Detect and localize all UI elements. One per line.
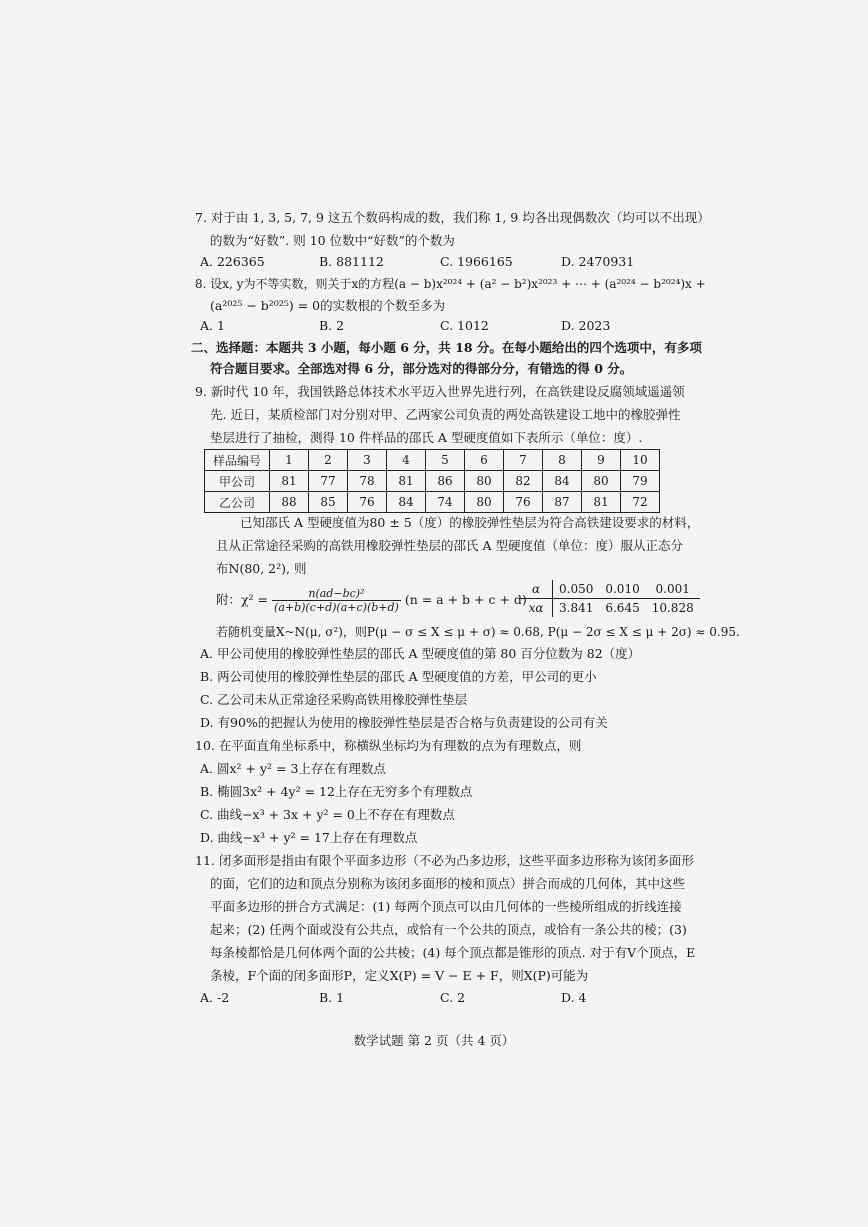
table-header-cell: 3 <box>348 450 387 471</box>
q8-option-b: B. 2 <box>319 318 345 333</box>
q9-normal-note: 若随机变量X~N(μ, σ²)，则P(μ − σ ≤ X ≤ μ + σ) ≈ 0.68, P(μ − 2σ ≤ X ≤ μ + 2σ) ≈ 0.95. <box>216 625 740 639</box>
table-header-cell: 9 <box>582 450 621 471</box>
table-header-cell: 6 <box>465 450 504 471</box>
table-cell: 甲公司 <box>205 471 270 492</box>
q11-option-a: A. -2 <box>200 990 230 1005</box>
table-cell: 74 <box>426 492 465 513</box>
formula-prefix: 附：χ² = <box>216 592 269 607</box>
page-footer: 数学试题 第 2 页（共 4 页） <box>353 1033 515 1048</box>
chi-square-formula <box>216 585 527 615</box>
q9-line2: 先. 近日，某质检部门对分别对甲、乙两家公司负责的两处高铁建设工地中的橡胶弹性 <box>210 407 681 422</box>
q8-option-c: C. 1012 <box>440 318 489 333</box>
q9-para3: 布N(80, 2²), 则 <box>216 561 307 576</box>
table-cell: 81 <box>270 471 309 492</box>
table-cell: 81 <box>582 492 621 513</box>
formula-fraction <box>272 587 401 614</box>
table-cell: 86 <box>426 471 465 492</box>
table-header-cell: 8 <box>543 450 582 471</box>
q11-option-d: D. 4 <box>561 990 587 1005</box>
q11-option-b: B. 1 <box>319 990 345 1005</box>
table-cell: 0.010 <box>599 580 645 599</box>
q7-option-d: D. 2470931 <box>561 254 635 269</box>
table-header-cell: 5 <box>426 450 465 471</box>
table-cell: 6.645 <box>605 601 640 615</box>
q11-line4: 起来；(2) 任两个面或没有公共点，或恰有一个公共的顶点，或恰有一条公共的棱；(3) <box>210 922 687 937</box>
q8-line1: 8. 设x, y为不等实数，则关于x的方程(a − b)x²⁰²⁴ + (a² − b²)x²⁰²³ + ⋯ + (a²⁰²⁴ − b²⁰²⁴)x + <box>195 277 706 291</box>
table-row <box>205 492 660 513</box>
q7-option-c: C. 1966165 <box>440 254 513 269</box>
table-cell: 72 <box>621 492 660 513</box>
table-cell: 78 <box>348 471 387 492</box>
table-cell: 82 <box>504 471 543 492</box>
table-cell: 84 <box>543 471 582 492</box>
table-cell: 87 <box>543 492 582 513</box>
q10-option-c: C. 曲线−x³ + 3x + y² = 0上不存在有理数点 <box>200 807 455 822</box>
q9-para2: 且从正常途径采购的高铁用橡胶弹性垫层的邵氏 A 型硬度值（单位：度）服从正态分 <box>216 538 683 553</box>
table-row <box>205 471 660 492</box>
q10-option-d: D. 曲线−x³ + y² = 17上存在有理数点 <box>200 830 418 845</box>
q11-option-c: C. 2 <box>440 990 466 1005</box>
q11-line5: 每条棱都恰是几何体两个面的公共棱；(4) 每个顶点都是锥形的顶点. 对于有V个顶点，E <box>210 945 696 960</box>
table-cell: 80 <box>582 471 621 492</box>
hardness-table <box>204 449 660 513</box>
table-cell: 81 <box>387 471 426 492</box>
table-row <box>520 580 700 599</box>
q8-line2: (a²⁰²⁵ − b²⁰²⁵) = 0的实数根的个数至多为 <box>210 298 446 313</box>
q11-line2: 的面，它们的边和顶点分别称为该闭多面形的棱和顶点）拼合而成的几何体，其中这些 <box>210 876 686 891</box>
q7-line1: 7. 对于由 1, 3, 5, 7, 9 这五个数码构成的数，我们称 1, 9 均各出现偶数次（均可以不出现） <box>195 210 710 225</box>
table-cell: 3.841 <box>559 601 594 615</box>
q9-option-b: B. 两公司使用的橡胶弹性垫层的邵氏 A 型硬度值的方差，甲公司的更小 <box>200 669 597 684</box>
table-cell: 84 <box>387 492 426 513</box>
q11-line1: 11. 闭多面形是指由有限个平面多边形（不必为凸多边形，这些平面多边形称为该闭多面形 <box>195 853 694 868</box>
table-header-cell: 1 <box>270 450 309 471</box>
q10-option-a: A. 圆x² + y² = 3上存在有理数点 <box>200 761 386 776</box>
table-header-cell: 2 <box>309 450 348 471</box>
table-row <box>520 599 700 618</box>
table-header-cell: 样品编号 <box>205 450 270 471</box>
q10-line1: 10. 在平面直角坐标系中，称横纵坐标均为有理数的点为有理数点，则 <box>195 738 582 753</box>
formula-numerator: n(ad−bc)² <box>272 587 401 601</box>
critical-value-table <box>520 580 700 617</box>
section2-heading-line2: 符合题目要求。全部选对得 6 分，部分选对的得部分分，有错选的得 0 分。 <box>210 361 633 376</box>
table-cell: α <box>520 580 553 599</box>
formula-suffix: (n = a + b + c + d) <box>404 592 527 607</box>
q10-option-b: B. 椭圆3x² + 4y² = 12上存在无穷多个有理数点 <box>200 784 473 799</box>
section2-heading-line1: 二、选择题：本题共 3 小题，每小题 6 分，共 18 分。在每小题给出的四个选项中，有多项 <box>191 340 702 355</box>
table-cell: 80 <box>465 492 504 513</box>
table-cell: 88 <box>270 492 309 513</box>
q11-line6: 条棱，F个面的闭多面形P，定义X(P) = V − E + F，则X(P)可能为 <box>210 968 589 983</box>
table-cell: 0.050 <box>553 580 600 599</box>
table-cell: 0.001 <box>646 580 700 599</box>
q8-option-a: A. 1 <box>200 318 225 333</box>
q8-option-d: D. 2023 <box>561 318 611 333</box>
formula-denominator: (a+b)(c+d)(a+c)(b+d) <box>274 601 399 614</box>
table-header-cell: 10 <box>621 450 660 471</box>
table-cell: 乙公司 <box>205 492 270 513</box>
table-cell: 77 <box>309 471 348 492</box>
q11-line3: 平面多边形的拼合方式满足：(1) 每两个顶点可以由几何体的一些棱所组成的折线连接 <box>210 899 682 914</box>
table-cell: 85 <box>309 492 348 513</box>
q9-line3: 垫层进行了抽检，测得 10 件样品的邵氏 A 型硬度值如下表所示（单位：度）. <box>210 430 643 445</box>
table-header-cell: 7 <box>504 450 543 471</box>
table-cell: xα <box>520 599 553 618</box>
table-header-cell: 4 <box>387 450 426 471</box>
q7-line2: 的数为“好数”. 则 10 位数中“好数”的个数为 <box>210 233 455 248</box>
q9-option-c: C. 乙公司未从正常途径采购高铁用橡胶弹性垫层 <box>200 692 468 707</box>
q9-para1: 已知邵氏 A 型硬度值为80 ± 5（度）的橡胶弹性垫层为符合高铁建设要求的材料， <box>240 515 700 530</box>
table-cell: 76 <box>504 492 543 513</box>
q7-option-b: B. 881112 <box>319 254 384 269</box>
table-cell: 80 <box>465 471 504 492</box>
table-cell: 76 <box>348 492 387 513</box>
q9-option-d: D. 有90%的把握认为使用的橡胶弹性垫层是否合格与负责建设的公司有关 <box>200 715 608 730</box>
q9-line1: 9. 新时代 10 年，我国铁路总体技术水平迈入世界先进行列，在高铁建设反腐领域遥遥领 <box>195 384 685 399</box>
table-cell: 79 <box>621 471 660 492</box>
q9-option-a: A. 甲公司使用的橡胶弹性垫层的邵氏 A 型硬度值的第 80 百分位数为 82（度） <box>200 646 641 661</box>
table-cell: 10.828 <box>651 601 694 615</box>
q7-option-a: A. 226365 <box>200 254 265 269</box>
table-header-row <box>205 450 660 471</box>
